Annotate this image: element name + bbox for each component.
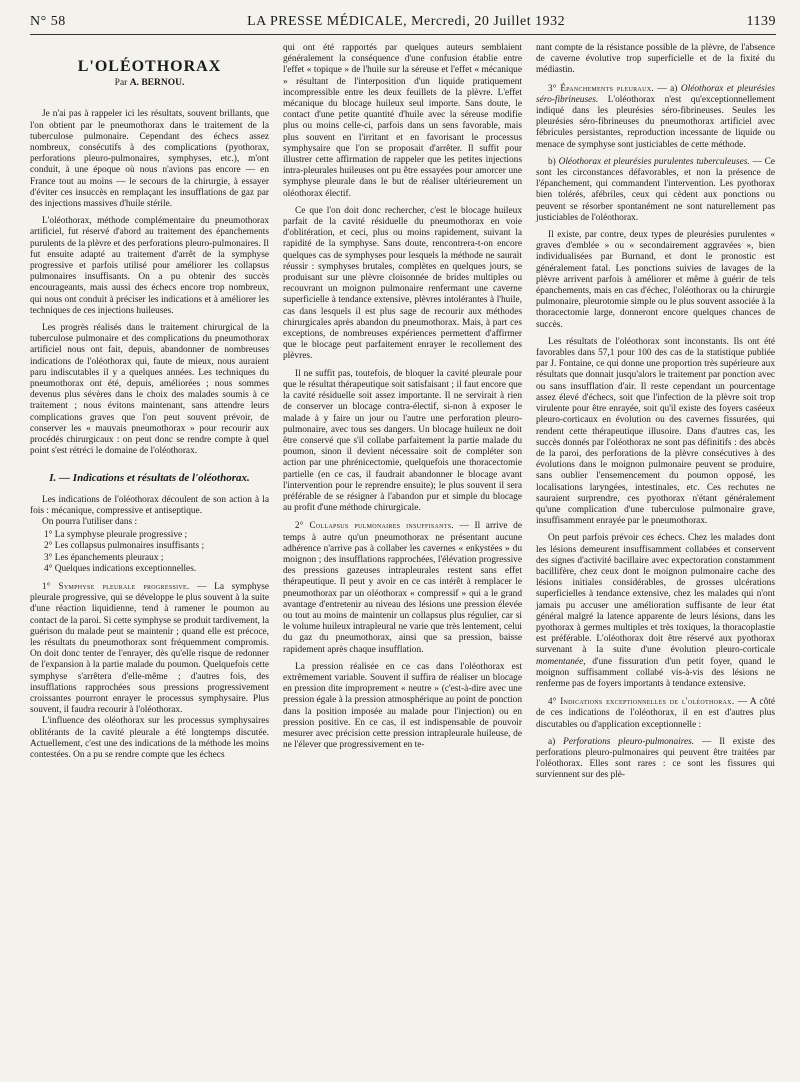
running-header <box>30 14 776 35</box>
section-title: I. — Indications et résultats de l'oléothorax. <box>49 471 250 484</box>
paragraph: Il existe, par contre, deux types de pleurésies purulentes « graves d'emblée » ou « secondairement aggravées », bien individualisées par Burnand, et dont le pronostic est généralement fatal. Les ponctions suivies de lavages de la plèvre arrivent parfois à améliorer et même à guérir de tels épanchements, mais en cas d'échec, l'oléothorax ou la chirurgie pulmonaire, pleurotomie simple ou le plus souvent associée à la thoracectomie large, donneront encore quelques chances de succès. <box>536 230 775 330</box>
list-item: 2° Les collapsus pulmonaires insuffisants ; <box>44 541 205 552</box>
journal-title: LA PRESSE MÉDICALE <box>247 14 404 29</box>
paragraph-text: On peut parfois prévoir ces échecs. Chez les malades dont les lésions demeurent insuffisamment collabées et conservent des signes d'activité bacillaire avec expectoration constamment bacillifère, chez ceux dont le moignon pulmonaire cache des lésions initiales considérables, de grosses ulcérations superficielles à tendance extensive, chez les malades qui n'ont jamais pu accuser une amélioration suffisante de leur état général malgré la latence apparente de leurs lésions, dans les pyothorax à germes multiples et très toxiques, la thoracoplastie est préférable. L'oléothorax doit être réservé aux pyothorax survenant à la suite d'une évolution pleuro-corticale <box>536 533 775 656</box>
paragraph: Je n'ai pas à rappeler ici les résultats, souvent brillants, que l'on obtient par le pneumothorax dans le traitement de la tuberculose pulmonaire. Cependant des échecs assez nombreux, consécutifs à des complications (pyothorax, perforations pleuro-pulmonaires, symphyses, etc.), m'ont conduit, à une époque où nous n'avions pas encore — en France tout au moins — le secours de la chirurgie, à essayer d'éviter ces insuccès en remplaçant les insufflations de gaz par des injections massives d'huile stérile. <box>30 109 269 210</box>
paragraph-text: — a) <box>653 83 681 94</box>
italic-heading: Oléothorax et pleurésies séro-fibrineuses. <box>536 83 775 105</box>
paragraph-text: b) <box>548 156 559 167</box>
column-3 <box>536 43 775 782</box>
paragraph <box>283 520 522 655</box>
subsection-head: 3° Épanchements pleuraux. <box>548 82 654 93</box>
paragraph <box>536 696 775 731</box>
paragraph: Ce que l'on doit donc rechercher, c'est le blocage huileux parfait de la cavité résiduelle du pneumothorax en voie d'oblitération, et ceci, plus ou moins rapidement, suivant la rapidité de la symphyse. Sans doute, rencontrera-t-on encore quelques cas de symphyses pour lesquels la méthode ne saurait réussir : symphyses brutales, complètes en quelques jours, se produisant sur une plèvre cloisonnée de brides multiples ou recouvrant un moignon pulmonaire renfermant une caverne superficielle à tendance extensive, plèvres intolérantes à l'huile, cas dans lesquels il est plus sage de recourir aux méthodes chirurgicales après abandon du pneumothorax. Mais, à part ces exceptions, de nombreuses expériences permettent d'affirmer que le blocage peut parfaitement enrayer le recollement des plèvres. <box>283 205 522 362</box>
list-item: 4° Quelques indications exceptionnelles. <box>44 563 197 574</box>
italic-heading: Oléothorax et pleurésies purulentes tuberculeuses. <box>558 156 750 167</box>
paragraph <box>536 83 775 151</box>
author-name: A. BERNOU. <box>129 78 185 89</box>
paragraph: Il ne suffit pas, toutefois, de bloquer la cavité pleurale pour que le résultat thérapeutique soit satisfaisant ; il faut encore que la cavité résiduelle soit assez importante. Il ne servirait à rien de conserver un blocage contra-électif, si-non à exposer le malade à y faire un jour ou l'autre une perforation pleuro-pulmonaire, avec tous ses dangers. Un blocage huileux ne doit être conservé que s'il collabe parfaitement la partie malade du poumon, sinon il devient nécessaire soit de compléter son action par une phrénicectomie, quelquefois une thoracectomie partielle (en ce cas, il faudrait abandonner le blocage avant l'intervention pour le reprendre ensuite); le plus souvent il sera préférable de se résigner à l'abandon pur et simple du blocage au profit d'une méthode chirurgicale. <box>283 368 522 514</box>
paragraph-text: , d'une fissuration d'un petit foyer, quand le moignon suffisamment collabé vis-à-vis des lésions ne renferme pas de foyers importants à tendance extensive. <box>536 656 775 689</box>
subsection-head: 1° Symphyse pleurale progressive. <box>42 580 190 591</box>
paragraph: nant compte de la résistance possible de la plèvre, de l'absence de caverne évolutive trop superficielle et de la fixité du médiastin. <box>536 43 775 76</box>
author-prefix: Par <box>114 78 130 89</box>
paragraph: qui ont été rapportés par quelques auteurs semblaient généralement la conséquence d'une confusion établie entre l'effet « topique » de l'huile sur la séreuse et l'effet « mécanique » résultant de l'interposition d'un liquide pratiquement incompressible entre les deux feuillets de la plèvre. L'effet mécanique du blocage huileux seul importe. Sans doute, le contact d'une petite quantité d'huile avec la séreuse modifie plus ou moins celle-ci, parfois dans un sens favorable, mais plus souvent en l'irritant et en favorisant le processus symphysaire que l'on se proposait d'arrêter. Il suffit pour illustrer cette affirmation de rappeler que les petites injections intra-pleurales huileuses ont pu être essayées pour amorcer une symphyse pleurale dans le but de réaliser ultérieurement un oléothorax électif. <box>283 43 522 199</box>
column-2 <box>283 43 522 782</box>
paragraph-text: — Ce sont les circonstances défavorables, et non la présence de l'épanchement, qui commandent l'intervention. Les pyothorax bien tolérés, afébriles, ceux qui cèdent aux ponctions ou peuvent se résorber spontanément ne sont naturellement pas justiciables de l'oléothorax. <box>536 156 776 223</box>
paragraph <box>536 737 775 782</box>
paragraph <box>536 157 775 224</box>
paragraph: Les progrès réalisés dans le traitement chirurgical de la tuberculose pulmonaire et des complications du pneumothorax artificiel nous ont fait, depuis, abandonner de nombreuses indications de l'oléothorax qui, faute de mieux, nous auraient paru indiscutables il y a quelques années. Les techniques du pneumothorax ont été, depuis, améliorées ; nous sommes devenus plus sévères dans le choix des malades soumis à ce traitement ; nous évitons maintenant, sans attendre leurs complications graves que l'on peut souvent prévoir, de conserver les « mauvais pneumothorax » pour recourir aux procédés chirurgicaux : on peut donc se rendre compte à quel point s'est rétréci le domaine de l'oléothorax. <box>30 323 269 457</box>
italic-text: momentanée <box>536 656 584 667</box>
paragraph-text: — Il arrive de temps à autre qu'un pneumothorax ne présentant aucune adhérence n'arrive pas à collaber les cavernes « enkystées » du moignon ; des insufflations rapprochées, l'élévation progressive des pressions gazeuses intrapleurales restent sans effet thérapeutique. Il peut y avoir en ce cas intérêt à remplacer le pneumothorax par un oléothorax « compressif » qui a le grand avantage d'entretenir au niveau des lésions une pression élevée ou tout au moins de maintenir un collapsus plus régulier, car si le volume huileux intrapleural ne varie que très lentement, celui du gaz du pneumothorax, ainsi que sa pression, baisse rapidement après chaque insufflation. <box>283 521 522 655</box>
paragraph: On pourra l'utiliser dans : <box>42 516 138 527</box>
list-item: 1° La symphyse pleurale progressive ; <box>44 530 188 541</box>
indications-list <box>44 530 269 575</box>
paragraph: La pression réalisée en ce cas dans l'oléothorax est extrêmement variable. Souvent il suffira de réaliser un blocage en pression dite improprement « neutre » (c'est-à-dire avec une pression égale à la pression atmosphérique au point de ponction dans la position imposée au malade pour l'injection) ou en pression positive. En ce cas, il est indispensable de pouvoir mesurer avec précision cette pression intrapleurale huileuse, de ne l'élever que progressivement en te- <box>283 661 522 751</box>
article-author <box>30 78 269 89</box>
journal-line <box>66 14 747 30</box>
paragraph: L'influence des oléothorax sur les processus symphysaires oblitérants de la cavité pleurale a été longtemps discutée. Actuellement, c'est une des indications de la méthode les moins contestées. On a pu se rendre compte que les échecs <box>30 716 269 760</box>
paragraph-text: — Il existe des perforations pleuro-pulmonaires qui peuvent être traitées par l'oléothorax. Elles sont rares : ce sont les fissures qui surviennent sur des plè- <box>536 736 775 781</box>
paragraph-text: — La symphyse pleurale progressive, qui se développe le plus souvent à la suite d'une réaction liquidienne, tend à ramener le poumon au contact de la paroi. Si cette symphyse se produit tardivement, la guérison du malade peut se maintenir ; quand elle est précoce, les résultats du pneumothorax sont fréquemment compromis. On doit donc tenter de l'enrayer, dès qu'elle risque de redonner de l'expansion à la partie malade du poumon. Quelquefois cette symphyse s'arrêtera d'elle-même ; d'autres fois, des insufflations rapprochées sous pressions progressivement croissantes pourront enrayer le processus symphysaire. Plus souvent, il faudra recourir à l'oléothorax. <box>30 581 269 716</box>
paragraph: Les résultats de l'oléothorax sont inconstants. Ils ont été favorables dans 57,1 pour 100 des cas de la statistique publiée par J. Fontaine, ce qui donne une proportion très supérieure aux résultats que donnait jusqu'alors le traitement par ponction avec ou sans insufflation d'air. Il reste cependant un pourcentage assez élevé d'échecs, soit que l'infection de la plèvre soit trop virulente pour être enrayée, soit qu'il existe des foyers caséeux pleuro-corticaux en évolution ou des cavernes fissurées, qui rendent cette thérapeutique illusoire. Dans d'autres cas, les succès donnés par l'oléothorax ne sont pas définitifs : des abcès de la paroi, des perforations de la plèvre consécutives à des évolutions dans le moignon pulmonaire peuvent se produire, sans oublier l'ensemencement du poumon opposé, les localisations laryngées, intestinales, etc. Ces rechutes ne sauraient surprendre, ces pyothorax n'étant généralement qu'une complication d'une tuberculose pulmonaire grave, insuffisamment enrayée par le pneumothorax. <box>536 336 775 527</box>
paragraph <box>536 533 775 690</box>
paragraph: Les indications de l'oléothorax découlent de son action à la fois : mécanique, compressive et antiseptique. <box>30 494 269 516</box>
paragraph <box>30 581 269 716</box>
paragraph-text: a) <box>548 736 564 747</box>
page-number: 1139 <box>746 14 776 29</box>
italic-heading: Perforations pleuro-pulmonaires. <box>563 736 695 747</box>
paragraph-text: — A côté de ces indications de l'oléothorax, il en est d'autres plus discutables ou d'application exceptionnelle : <box>536 697 775 730</box>
column-1 <box>30 43 269 782</box>
paragraph: L'oléothorax, méthode complémentaire du pneumothorax artificiel, fut réservé d'abord au traitement des épanchements purulents de la plèvre et des perforations pleuro-pulmonaires. Il fut ensuite adapté au traitement d'arrêt de la symphyse progressive et parfois utilisé pour améliorer les collapsus pulmonaires insuffisants. On a pu obtenir des succès encourageants, mais aussi des échecs encore trop nombreux, qui nous ont conduit à préciser les indications et à améliorer les techniques de ces injections huileuses. <box>30 216 269 316</box>
list-item: 3° Les épanchements pleuraux ; <box>44 552 164 563</box>
article-title: L'OLÉOTHORAX <box>77 58 222 75</box>
issue-number: N° 58 <box>30 14 66 29</box>
issue-date: , Mercredi, 20 Juillet 1932 <box>403 14 566 29</box>
subsection-head: 4° Indications exceptionnelles de l'oléothorax. <box>548 696 735 707</box>
subsection-head: 2° Collapsus pulmonaires insuffisants. <box>295 520 454 531</box>
text-columns <box>30 43 776 782</box>
paragraph-text: L'oléothorax n'est qu'exceptionnellement indiqué dans les pleurésies séro-fibrineuses. Seules les pleurésies séro-fibrineuses du pneumothorax artificiel avec fébricules persistantes, reproduction incessante de liquide ou menace de symphyse sont justiciables de cette méthode. <box>536 94 775 150</box>
